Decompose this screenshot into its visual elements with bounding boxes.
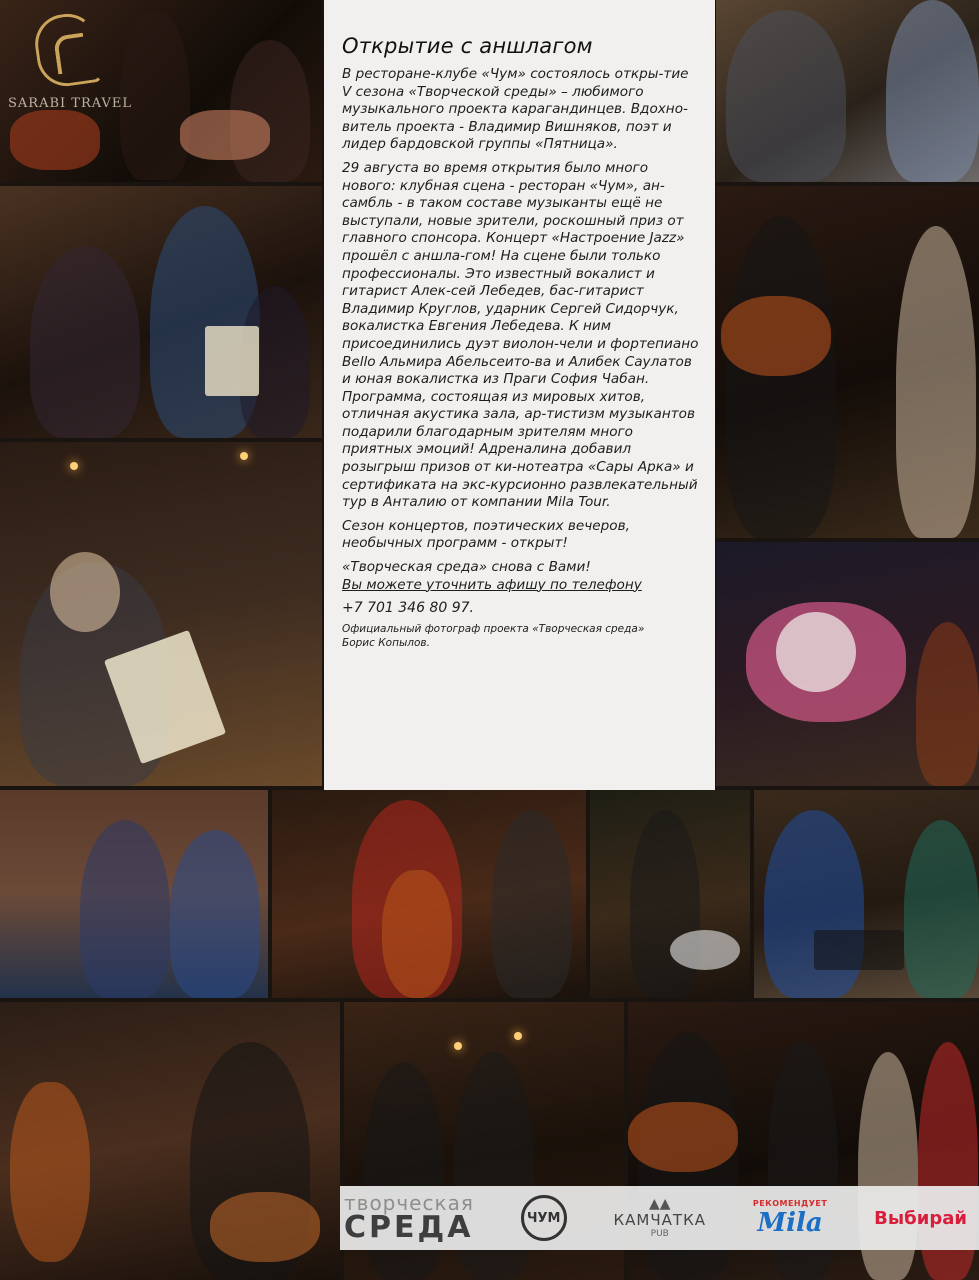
- photo-couple-at-table: [0, 790, 268, 998]
- photo-pianist: [754, 790, 979, 998]
- sreda-logo-small: творческая: [344, 1191, 474, 1215]
- mila-tour-logo: [753, 1199, 828, 1238]
- article-season-open: Сезон концертов, поэтических вечеров, необычных программ - открыт!: [342, 517, 630, 552]
- photo-award-ceremony: [0, 186, 322, 438]
- article-slogan: «Творческая среда» снова с Вами!: [342, 559, 591, 576]
- tvorcheskaya-sreda-logo: [344, 1193, 474, 1243]
- photographer-credit-line1: Официальный фотограф проекта «Творческая среда»: [342, 622, 645, 635]
- photo-guitarist-and-singer: [716, 186, 979, 538]
- photo-audience-women: [716, 0, 979, 182]
- photo-woman-with-certificate: [0, 442, 322, 786]
- photo-cellist: [272, 790, 586, 998]
- photo-band-drums: [590, 790, 750, 998]
- article-poster-info: [342, 577, 701, 595]
- kamchatka-pub: PUB: [650, 1229, 669, 1239]
- mila-name: Mila: [757, 1207, 823, 1238]
- watermark-text: SARABI TRAVEL: [8, 96, 133, 111]
- chum-logo: ЧУМ: [521, 1195, 567, 1241]
- sreda-logo-big: СРЕДА: [344, 1210, 474, 1245]
- article-intro: В ресторане-клубе «Чум» состоялось откры-тие V сезона «Творческой среды» – любимого музыкального проекта карагандинцев. Вдохно-витель проекта - Владимир Вишняков, поэт и лидер бардовской группы «Пятница».: [342, 66, 689, 153]
- article-title: Открытие с аншлагом: [342, 34, 593, 58]
- photo-stage-guitars: [0, 1002, 340, 1280]
- photo-bouquet-flowers: [716, 542, 979, 786]
- kamchatka-pub-logo: [614, 1197, 706, 1239]
- contact-phone: +7 701 346 80 97.: [342, 600, 474, 617]
- mila-recommends: РЕКОМЕНДУЕТ: [752, 1198, 828, 1208]
- poster-info-text: Вы можете уточнить афишу по телефону: [342, 576, 642, 593]
- mountain-icon: ▲▲: [648, 1196, 671, 1212]
- vybiray-logo: Выбирай: [874, 1207, 967, 1229]
- article-panel: [324, 0, 715, 790]
- kamchatka-name: КАМЧАТКА: [613, 1211, 706, 1229]
- sponsor-logos-bar: [340, 1186, 979, 1250]
- article-body: 29 августа во время открытия было много нового: клубная сцена - ресторан «Чум», ан-самбль - в таком составе музыканты ещё не выступали, новые зрители, роскошный приз от главного спонсора. Концерт «Настроение Jazz» прошёл с аншла-гом! На сцене были только профессионалы. Это известный вокалист и гитарист Алек-сей Лебедев, бас-гитарист Владимир Круглов, ударник Сергей Сидорчук, вокалистка Евгения Лебедева. К ним присоединились дуэт виолон-чели и фортепиано Bello Альмира Абельсеито-ва и Алибек Саулатов и юная вокалистка из Праги София Чабан. Программа, состоящая из мировых хитов, отличная акустика зала, ар-тистизм музыкантов подарили благодарным зрителям много приятных эмоций! Адреналина добавил розыгрыш призов от ки-нотеатра «Сары Арка» и сертификата на экс-курсионно развлекательный тур в Анталию от компании Mila Tour.: [342, 159, 699, 511]
- photographer-credit-line2: Борис Копылов.: [342, 636, 430, 649]
